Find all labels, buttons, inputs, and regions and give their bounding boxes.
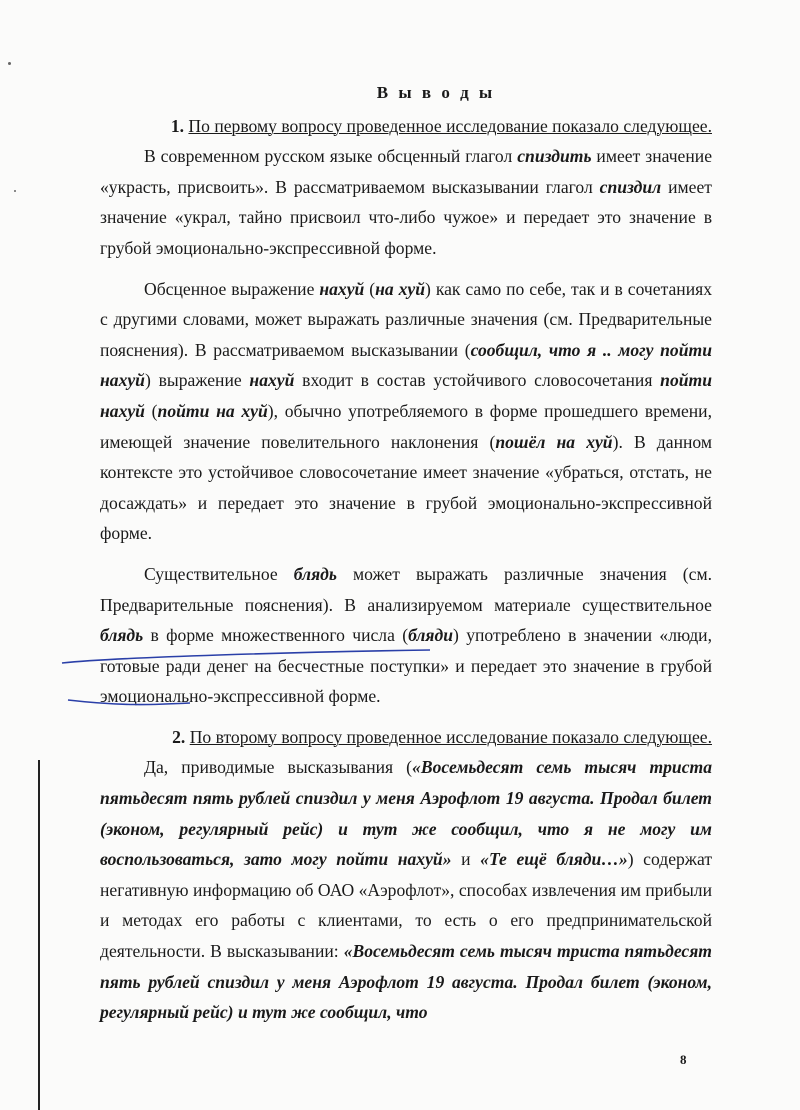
text-run: ( — [364, 278, 376, 299]
text-run: ( — [144, 400, 158, 421]
paragraph-1 — [100, 141, 712, 263]
text-run: В современном русском языке обсценный глагол — [144, 146, 518, 167]
emphasized-term: пошёл на хуй — [495, 431, 613, 452]
emphasized-term: бляди — [408, 625, 454, 646]
emphasized-term: нахуй — [249, 370, 295, 391]
emphasized-term: «Восемьдесят семь тысяч триста пятьдесят пять рублей спиздил у меня Аэрофлот 19 августа. Продал билет (эконом, регулярный рейс) и тут же сообщил, что я не могу им воспользоваться, зато могу пойти нахуй» — [100, 757, 713, 870]
page-title: В ы в о д ы — [376, 83, 496, 102]
emphasized-term: спиздил — [599, 176, 662, 197]
scan-edge-line — [38, 760, 40, 1110]
paragraph-4 — [100, 752, 712, 1027]
section-1-heading — [100, 111, 712, 142]
text-run: в форме множественного числа ( — [143, 625, 409, 646]
text-run: ) выражение — [144, 370, 250, 391]
text-run: ) содержат негативную информацию об ОАО «Аэрофлот», способах извлечения им прибыли и методах его работы с клиентами, то есть о его предпринимательской деятельности. В высказывании: — [100, 849, 713, 962]
document-body — [100, 78, 712, 1028]
section-1-number: 1. — [170, 115, 185, 136]
emphasized-term: «Те ещё бляди…» — [480, 849, 628, 870]
text-run: и — [451, 849, 481, 870]
section-1-heading-text: По первому вопросу проведенное исследование показало следующее. — [188, 115, 712, 136]
emphasized-term: пойти нахуй — [100, 370, 712, 421]
emphasized-term: сообщил, что я .. могу пойти нахуй — [100, 339, 712, 391]
text-run: Существительное — [144, 563, 294, 584]
scan-speck — [14, 190, 16, 192]
emphasized-term: спиздить — [517, 146, 592, 167]
text-run: может выражать различные значения (см. Предварительные пояснения). В анализируемом материале существительное — [100, 563, 712, 615]
paragraph-3 — [100, 559, 712, 712]
text-run: ) употреблено в значении «люди, готовые ради денег на бесчестные поступки» и передает это значение в грубой эмоционально-экспрессивной форме. — [100, 625, 713, 707]
page-number: 8 — [680, 1052, 687, 1067]
emphasized-term: нахуй — [319, 278, 365, 299]
section-2-heading — [100, 722, 712, 753]
text-run: ), обычно употребляемого в форме прошедшего времени, имеющей значение повелительного наклонения ( — [100, 400, 712, 452]
paragraph-2 — [100, 274, 712, 549]
emphasized-term: на хуй — [375, 278, 426, 299]
text-run: имеет значение «украл, тайно присвоил что-либо чужое» и передает это значение в грубой эмоционально-экспрессивной форме. — [100, 176, 712, 258]
text-run: ). В данном контексте это устойчивое словосочетание имеет значение «убраться, отстать, не досаждать» и передает это значение в грубой эмоционально-экспрессивной форме. — [100, 431, 712, 544]
scan-speck — [8, 62, 11, 65]
section-2-heading-text: По второму вопросу проведенное исследование показало следующее. — [189, 726, 712, 747]
emphasized-term: «Восемьдесят семь тысяч триста пятьдесят пять рублей спиздил у меня Аэрофлот 19 августа. Продал билет (эконом, регулярный рейс) и тут же сообщил, что — [100, 941, 712, 1023]
emphasized-term: блядь — [100, 625, 144, 646]
text-run: Да, приводимые высказывания ( — [144, 757, 413, 778]
section-2-number: 2. — [172, 726, 186, 747]
text-run: Обсценное выражение — [144, 278, 320, 299]
text-run: имеет значение «украсть, присвоить». В рассматриваемом высказывании глагол — [100, 146, 713, 197]
text-run: входит в состав устойчивого словосочетания — [294, 370, 661, 391]
text-run: ) как само по себе, так и в сочетаниях с другими словами, может выражать различные значения (см. Предварительные пояснения). В рассматриваемом высказывании ( — [100, 278, 713, 360]
emphasized-term: блядь — [293, 563, 337, 584]
emphasized-term: пойти на хуй — [157, 400, 268, 421]
